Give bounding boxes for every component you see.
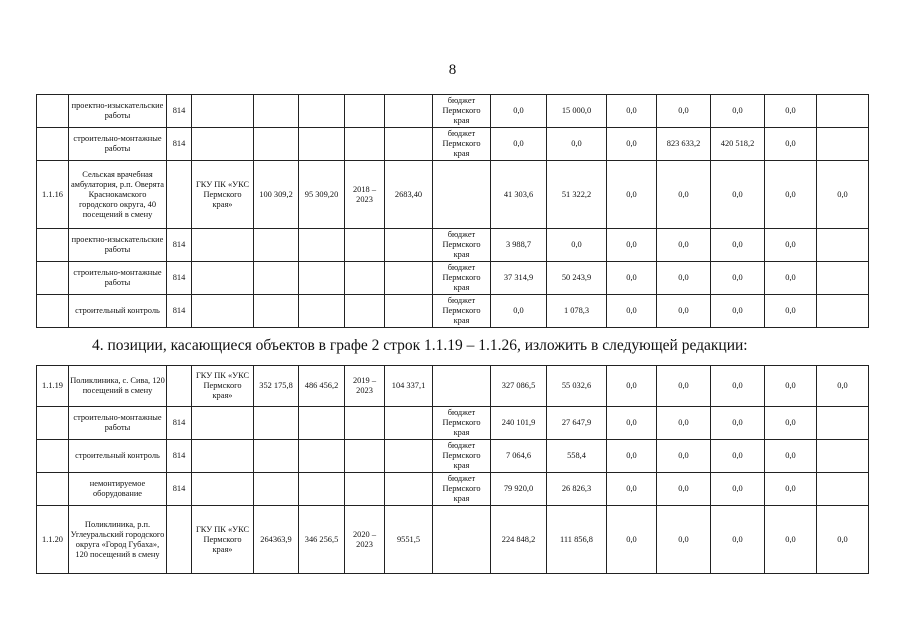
funding-source-cell [433,506,491,574]
row-index: 1.1.20 [37,506,69,574]
amount-cell: 0,0 [607,262,657,295]
code-cell: 814 [167,473,192,506]
value-cell [385,229,433,262]
table-row [37,295,869,328]
amount-cell: 0,0 [607,506,657,574]
amount-cell: 79 920,0 [491,473,547,506]
section-heading: 4. позиции, касающиеся объектов в графе 2 строк 1.1.19 – 1.1.26, изложить в следующей редакции: [92,337,748,354]
table-row [37,229,869,262]
code-cell [167,161,192,229]
period-cell [345,128,385,161]
object-name: проектно-изыскательские работы [69,95,167,128]
amount-cell: 0,0 [765,407,817,440]
amount-cell: 0,0 [607,95,657,128]
amount-cell: 0,0 [711,295,765,328]
funding-source-cell: бюджет Пермского края [433,473,491,506]
amount-cell: 0,0 [657,366,711,407]
amount-cell: 41 303,6 [491,161,547,229]
amount-cell: 0,0 [765,506,817,574]
object-name: проектно-изыскательские работы [69,229,167,262]
amount-cell: 0,0 [607,407,657,440]
value-cell [385,407,433,440]
amount-cell: 37 314,9 [491,262,547,295]
cost-cell: 100 309,2 [254,161,299,229]
amount-cell: 0,0 [765,161,817,229]
amount-cell: 0,0 [491,128,547,161]
amount-cell: 420 518,2 [711,128,765,161]
funding-source-cell: бюджет Пермского края [433,229,491,262]
value-cell [385,473,433,506]
amount-cell: 51 322,2 [547,161,607,229]
amount-cell: 224 848,2 [491,506,547,574]
amount-cell: 0,0 [765,128,817,161]
amount-cell [817,229,869,262]
code-cell [167,366,192,407]
amount-cell: 0,0 [765,295,817,328]
cost-cell [254,229,299,262]
organization-cell: ГКУ ПК «УКС Пермского края» [192,506,254,574]
value-cell [385,295,433,328]
organization-cell: ГКУ ПК «УКС Пермского края» [192,366,254,407]
row-index: 1.1.16 [37,161,69,229]
amount-cell: 0,0 [607,161,657,229]
period-cell [345,95,385,128]
amount-cell: 0,0 [711,95,765,128]
period-cell [345,262,385,295]
amount-cell: 0,0 [765,95,817,128]
object-name: Сельская врачебная амбулатория, р.п. Оверята Краснокамского городского округа, 40 посещений в смену [69,161,167,229]
funding-source-cell [433,161,491,229]
amount-cell: 0,0 [711,262,765,295]
amount-cell: 7 064,6 [491,440,547,473]
amount-cell: 0,0 [657,506,711,574]
amount-cell: 50 243,9 [547,262,607,295]
amount-cell: 26 826,3 [547,473,607,506]
amount-cell: 0,0 [547,128,607,161]
amount-cell: 0,0 [657,407,711,440]
amount-cell [817,262,869,295]
amount-cell [817,295,869,328]
amount-cell: 0,0 [765,366,817,407]
funding-source-cell: бюджет Пермского края [433,295,491,328]
amount-cell [817,407,869,440]
budget-table-1 [36,94,869,328]
amount-cell: 0,0 [607,440,657,473]
amount-cell: 823 633,2 [657,128,711,161]
amount-cell: 0,0 [491,95,547,128]
value-cell [385,262,433,295]
value-cell: 104 337,1 [385,366,433,407]
amount-cell: 0,0 [817,161,869,229]
value-cell [385,440,433,473]
value-cell [385,95,433,128]
amount-cell: 0,0 [711,407,765,440]
amount-cell: 0,0 [817,506,869,574]
period-cell: 2019 – 2023 [345,366,385,407]
amount-cell: 0,0 [765,262,817,295]
amount-cell: 0,0 [657,161,711,229]
cost-cell [254,128,299,161]
amount-cell: 0,0 [491,295,547,328]
code-cell: 814 [167,440,192,473]
amount-cell: 0,0 [607,229,657,262]
value-cell [385,128,433,161]
page-number: 8 [448,62,457,78]
row-index: 1.1.19 [37,366,69,407]
row-index [37,128,69,161]
amount-cell [817,440,869,473]
amount-cell: 0,0 [711,229,765,262]
code-cell: 814 [167,95,192,128]
organization-cell [192,95,254,128]
row-index [37,295,69,328]
amount-cell [817,473,869,506]
period-cell [345,473,385,506]
organization-cell: ГКУ ПК «УКС Пермского края» [192,161,254,229]
amount-cell: 0,0 [657,262,711,295]
period-cell: 2018 – 2023 [345,161,385,229]
amount-cell [817,95,869,128]
funding-source-cell: бюджет Пермского края [433,128,491,161]
amount-cell: 0,0 [711,366,765,407]
amount-cell: 558,4 [547,440,607,473]
object-name: строительно-монтажные работы [69,262,167,295]
object-name: строительный контроль [69,295,167,328]
amount-cell: 0,0 [657,440,711,473]
row-index [37,440,69,473]
amount-cell: 327 086,5 [491,366,547,407]
cost-cell [254,473,299,506]
amount-cell: 0,0 [657,295,711,328]
object-name: немонтируемое оборудование [69,473,167,506]
row-index [37,407,69,440]
code-cell: 814 [167,295,192,328]
code-cell [167,506,192,574]
row-index [37,473,69,506]
estimate-cell [299,95,345,128]
amount-cell: 0,0 [607,473,657,506]
period-cell [345,295,385,328]
estimate-cell: 346 256,5 [299,506,345,574]
organization-cell [192,440,254,473]
funding-source-cell [433,366,491,407]
code-cell: 814 [167,229,192,262]
table-row [37,128,869,161]
amount-cell [817,128,869,161]
code-cell: 814 [167,128,192,161]
amount-cell: 0,0 [657,473,711,506]
table-row [37,95,869,128]
estimate-cell [299,407,345,440]
cost-cell [254,407,299,440]
amount-cell: 0,0 [607,366,657,407]
amount-cell: 0,0 [657,229,711,262]
cost-cell: 352 175,8 [254,366,299,407]
amount-cell: 1 078,3 [547,295,607,328]
estimate-cell: 95 309,20 [299,161,345,229]
organization-cell [192,473,254,506]
amount-cell: 27 647,9 [547,407,607,440]
amount-cell: 3 988,7 [491,229,547,262]
amount-cell: 0,0 [711,506,765,574]
amount-cell: 0,0 [817,366,869,407]
period-cell [345,407,385,440]
organization-cell [192,295,254,328]
table-row [37,473,869,506]
table-row [37,440,869,473]
organization-cell [192,128,254,161]
amount-cell: 0,0 [711,161,765,229]
estimate-cell [299,295,345,328]
object-name: строительный контроль [69,440,167,473]
object-name: строительно-монтажные работы [69,407,167,440]
value-cell: 2683,40 [385,161,433,229]
period-cell [345,440,385,473]
estimate-cell [299,262,345,295]
value-cell: 9551,5 [385,506,433,574]
table-row [37,506,869,574]
row-index [37,229,69,262]
funding-source-cell: бюджет Пермского края [433,95,491,128]
amount-cell: 111 856,8 [547,506,607,574]
amount-cell: 0,0 [711,473,765,506]
period-cell [345,229,385,262]
amount-cell: 0,0 [547,229,607,262]
cost-cell [254,295,299,328]
funding-source-cell: бюджет Пермского края [433,262,491,295]
amount-cell: 0,0 [657,95,711,128]
estimate-cell [299,440,345,473]
estimate-cell [299,473,345,506]
organization-cell [192,407,254,440]
table-row [37,161,869,229]
funding-source-cell: бюджет Пермского края [433,440,491,473]
organization-cell [192,229,254,262]
estimate-cell [299,229,345,262]
amount-cell: 0,0 [607,128,657,161]
estimate-cell [299,128,345,161]
period-cell: 2020 – 2023 [345,506,385,574]
amount-cell: 0,0 [765,440,817,473]
amount-cell: 0,0 [765,473,817,506]
amount-cell: 0,0 [711,440,765,473]
amount-cell: 240 101,9 [491,407,547,440]
amount-cell: 0,0 [765,229,817,262]
code-cell: 814 [167,262,192,295]
organization-cell [192,262,254,295]
amount-cell: 0,0 [607,295,657,328]
cost-cell [254,440,299,473]
cost-cell [254,95,299,128]
cost-cell: 264363,9 [254,506,299,574]
amount-cell: 55 032,6 [547,366,607,407]
amount-cell: 15 000,0 [547,95,607,128]
budget-table-2 [36,365,869,574]
object-name: Поликлиника, с. Сива, 120 посещений в смену [69,366,167,407]
table-row [37,262,869,295]
row-index [37,95,69,128]
table-row [37,407,869,440]
funding-source-cell: бюджет Пермского края [433,407,491,440]
object-name: строительно-монтажные работы [69,128,167,161]
object-name: Поликлиника, р.п. Углеуральский городского округа «Город Губаха», 120 посещений в смену [69,506,167,574]
row-index [37,262,69,295]
cost-cell [254,262,299,295]
code-cell: 814 [167,407,192,440]
table-row [37,366,869,407]
estimate-cell: 486 456,2 [299,366,345,407]
